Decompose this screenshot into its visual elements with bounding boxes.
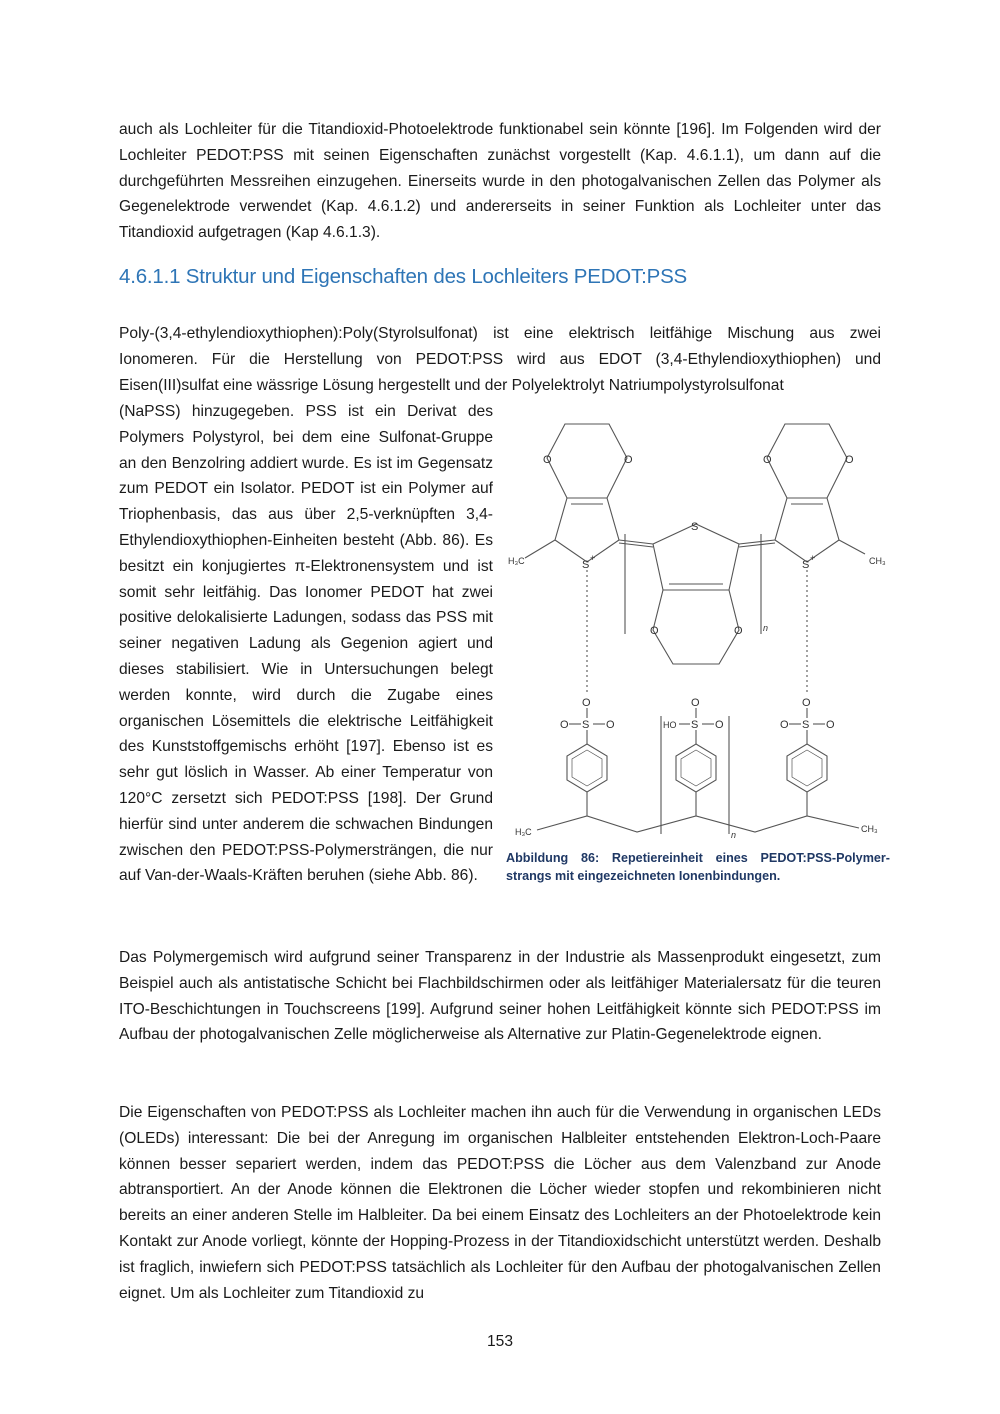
repeat-n-label: n	[731, 830, 737, 840]
methyl-left-label: H₃C	[515, 827, 532, 837]
oxygen-label: O	[826, 719, 835, 731]
oxygen-label: O	[560, 719, 569, 731]
plus-charge-label: +	[590, 553, 596, 563]
polystyrene-backbone	[537, 816, 859, 832]
figure-caption: Abbildung 86: Repetiereinheit eines PEDOT:PSS-Polymer-strangs mit eingezeichneten Ionenbindungen.	[506, 851, 890, 883]
right-thiophene-ring	[775, 498, 839, 562]
sulfur-label: S	[802, 719, 810, 731]
oxygen-label: O	[715, 719, 724, 731]
hydroxy-label: HO	[663, 720, 677, 730]
oxygen-label: O	[691, 697, 700, 709]
body-paragraph-1-end: Das Polymergemisch wird aufgrund seiner Transparenz in der Industrie als Massenprodukt eingesetzt, zum Beispiel auch als antistatische Schicht bei Flachbildschirmen oder als leitfähiger Materialersatz für die teuren ITO-Beschichtungen in Touchscreens [199]. Aufgrund seiner hohen Leitfähigkeit könnte sich PEDOT:PSS im Aufbau der photogalvanischen Zelle möglicherweise als Alternative zur Platin-Gegenelektrode eignen.	[119, 949, 881, 1044]
repeat-n-label: n	[763, 623, 769, 633]
pedot-pss-structure-diagram	[503, 412, 893, 842]
sulfur-label: S	[691, 719, 699, 731]
right-benzene-ring	[787, 744, 827, 792]
left-dioxane-ring	[547, 424, 627, 498]
oxygen-label: O	[763, 454, 772, 466]
oxygen-label: O	[802, 697, 811, 709]
methyl-right-label: CH₃	[869, 556, 886, 566]
intro-paragraph: auch als Lochleiter für die Titandioxid-Photoelektrode funktionabel sein könnte [196]. Im Folgenden wird der Lochleiter PEDOT:PSS mit seinen Eigenschaften zunächst vorgestellt (Kap. 4.6.1.1), um dann auf die durchgeführten Messreihen einzugehen. Einerseits wurde in den photogalvanischen Zellen das Polymer als Gegenelektrode verwendet (Kap. 4.6.1.2) und andererseits in seiner Funktion als Lochleiter unter das Titandioxid aufgetragen (Kap 4.6.1.3).	[119, 121, 881, 242]
methyl-right-label: CH₃	[861, 824, 878, 834]
oxygen-label: O	[734, 625, 743, 637]
body-paragraph-1-narrow: (NaPSS) hinzugegeben. PSS ist ein Derivat des Polymers Polystyrol, bei dem eine Sulfonat-Gruppe an den Benzolring addiert wurde. Es ist im Gegensatz zum PEDOT ein Isolator. PEDOT ist ein Polymer auf Triophenbasis, das aus über 2,5-verknüpften 3,4-Ethylendioxythiophen-Einheiten besteht (Abb. 86). Es besitzt ein konjugiertes π-Elektronensystem und ist somit sehr leitfähig. Das Ionomer PEDOT hat zwei positive delokalisierte Ladungen, sodass das PSS mit seiner negativen Ladung als Gegenion agiert und dieses stabilisiert. Wie in Untersuchungen belegt werden konnte, wird durch die Zugabe eines organischen Lösemittels die elektrische Leitfähigkeit des Kunststoffgemischs erhöht [197]. Ebenso ist es sehr gut löslich in Wasser. Ab einer Temperatur von 120°C zersetzt sich PEDOT:PSS [198]. Der Grund hierfür sind unter anderem die schwachen Bindungen zwischen den PEDOT:PSS-Polymersträngen, die nur auf Van-der-Waals-Kräften beruhen (siehe Abb. 86).	[119, 403, 493, 885]
figure-86	[503, 412, 893, 892]
page-number: 153	[486, 1333, 514, 1350]
body-paragraph-1-full: Poly-(3,4-ethylendioxythiophen):Poly(Styrolsulfonat) ist eine elektrisch leitfähige Mischung aus zwei Ionomeren. Für die Herstellung von PEDOT:PSS wird aus EDOT (3,4-Ethylendioxythiophen) und Eisen(III)sulfat eine wässrige Lösung hergestellt und der Polyelektrolyt Natriumpolystyrolsulfonat	[119, 325, 881, 394]
oxygen-label: O	[543, 454, 552, 466]
methyl-left-label: H₃C	[508, 556, 525, 566]
oxygen-label: O	[780, 719, 789, 731]
left-benzene-ring	[567, 744, 607, 792]
plus-charge-label: +	[810, 553, 816, 563]
oxygen-label: O	[650, 625, 659, 637]
oxygen-label: O	[845, 454, 854, 466]
center-dioxane-ring	[653, 590, 739, 664]
oxygen-label: O	[582, 697, 591, 709]
oxygen-label: O	[624, 454, 633, 466]
oxygen-label: O	[606, 719, 615, 731]
center-benzene-ring	[676, 744, 716, 792]
sulfur-cation-label: S	[582, 559, 590, 571]
sulfur-label: S	[691, 521, 699, 533]
left-thiophene-ring	[555, 498, 619, 562]
body-paragraph-2: Die Eigenschaften von PEDOT:PSS als Lochleiter machen ihn auch für die Verwendung in organischen LEDs (OLEDs) interessant: Die bei der Anregung im organischen Halbleiter entstehenden Elektron-Loch-Paare können besser separiert werden, indem das PEDOT:PSS die Löcher aus dem Valenzband zur Anode abtransportiert. An der Anode können die Elektronen die Löcher wieder stopfen und rekombinieren nicht bereits an einer anderen Stelle im Halbleiter. Da bei einem Einsatz des Lochleiters an der Photoelektrode kein Kontakt zur Anode vorliegt, könnte der Hopping-Prozess in der Titandioxidschicht unterstützt werden. Deshalb ist fraglich, inwiefern sich PEDOT:PSS tatsächlich als Lochleiter für den Aufbau der photogalvanischen Zellen eignet. Um als Lochleiter zum Titandioxid zu	[119, 1104, 881, 1302]
section-heading: 4.6.1.1 Struktur und Eigenschaften des Lochleiters PEDOT:PSS	[119, 265, 688, 288]
right-dioxane-ring	[767, 424, 847, 498]
center-thiophene-ring	[653, 524, 739, 590]
sulfur-cation-label: S	[802, 559, 810, 571]
sulfur-label: S	[582, 719, 590, 731]
